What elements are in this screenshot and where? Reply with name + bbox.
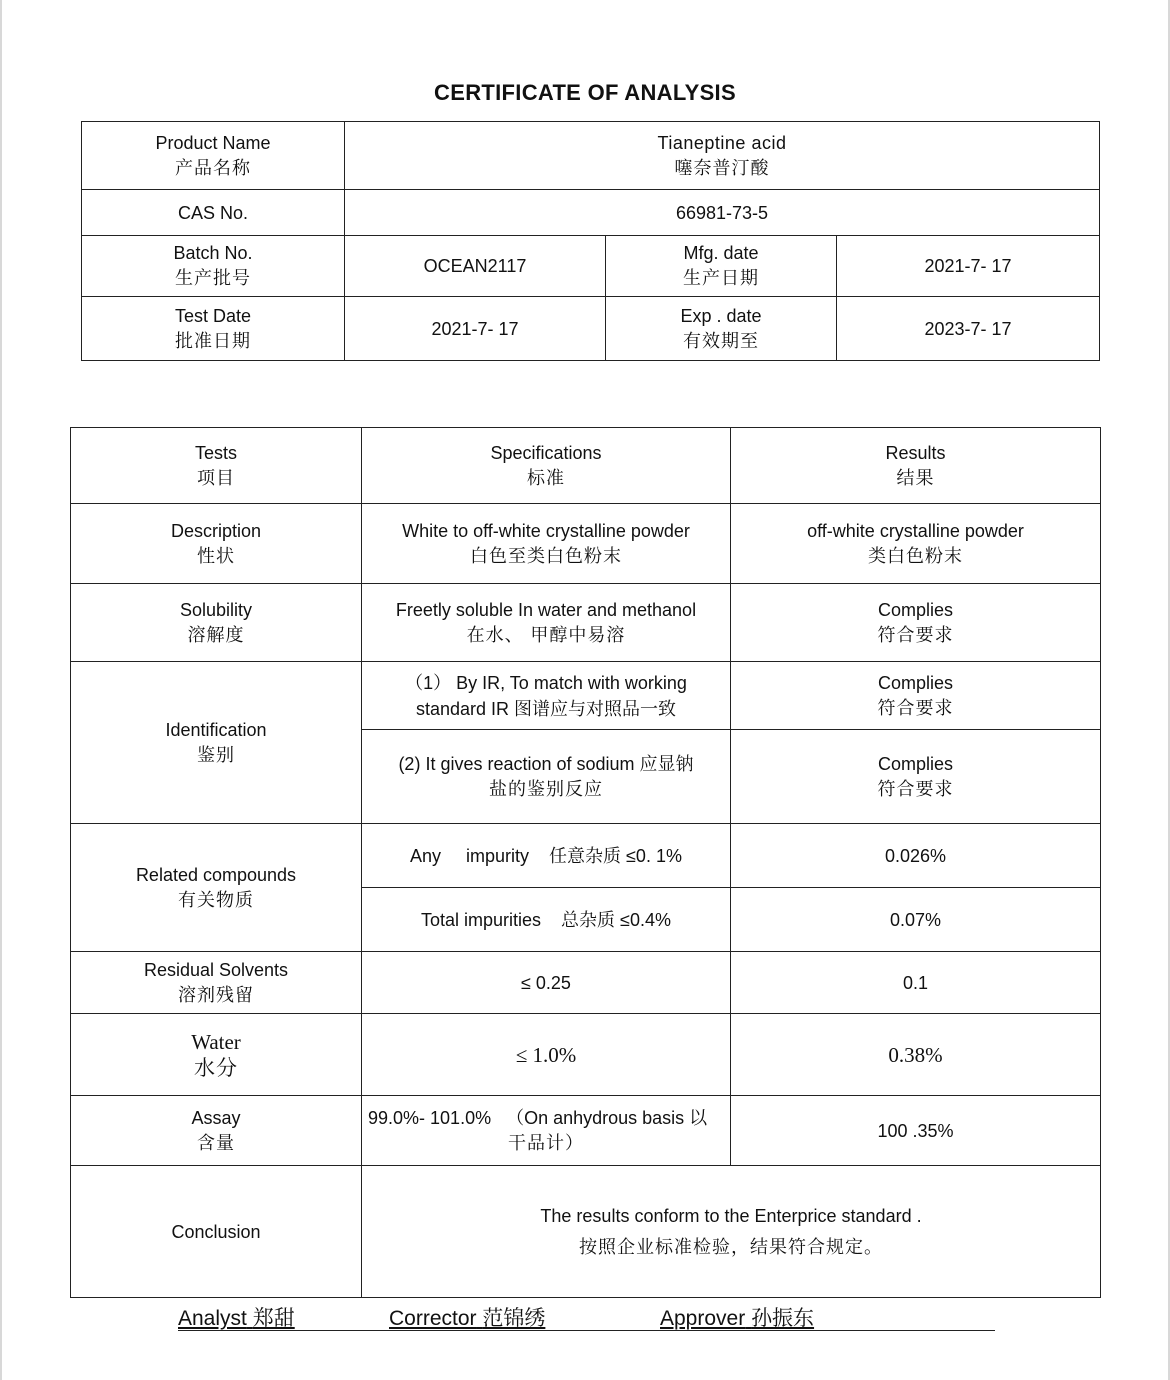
identification-result-sodium: Complies 符合要求 xyxy=(731,730,1101,824)
assay-row xyxy=(71,1096,1101,1166)
test-date-label: Test Date 批准日期 xyxy=(82,297,345,361)
page-edge-left xyxy=(0,0,2,1380)
document-title: CERTIFICATE OF ANALYSIS xyxy=(434,80,736,105)
tests-header-row xyxy=(71,428,1101,504)
related-row-1 xyxy=(71,824,1101,888)
identification-spec-ir: （1） By IR, To match with working standard IR 图谱应与对照品一致 xyxy=(362,662,731,730)
conclusion-name: Conclusion xyxy=(71,1166,362,1298)
exp-date-value: 2023-7- 17 xyxy=(837,297,1100,361)
batch-row xyxy=(82,236,1100,297)
cas-value: 66981-73-5 xyxy=(345,190,1100,236)
water-row xyxy=(71,1014,1101,1096)
product-info-table xyxy=(81,121,1100,361)
mfg-date-value: 2021-7- 17 xyxy=(837,236,1100,297)
product-name-row xyxy=(82,122,1100,190)
analyst-signature: Analyst 郑甜 xyxy=(178,1306,295,1330)
solubility-name: Solubility 溶解度 xyxy=(71,584,362,662)
related-total-impurities-result: 0.07% xyxy=(731,888,1101,952)
residual-solvents-spec: ≤ 0.25 xyxy=(362,952,731,1014)
description-result: off-white crystalline powder 类白色粉末 xyxy=(731,504,1101,584)
header-results: Results 结果 xyxy=(731,428,1101,504)
identification-result-ir: Complies 符合要求 xyxy=(731,662,1101,730)
water-spec: ≤ 1.0% xyxy=(362,1014,731,1096)
solubility-spec: Freetly soluble In water and methanol 在水、 甲醇中易溶 xyxy=(362,584,731,662)
residual-solvents-result: 0.1 xyxy=(731,952,1101,1014)
identification-spec-sodium: (2) It gives reaction of sodium 应显钠 盐的鉴别反应 xyxy=(362,730,731,824)
related-compounds-name: Related compounds 有关物质 xyxy=(71,824,362,952)
product-name-value: Tianeptine acid 噻奈普汀酸 xyxy=(345,122,1100,190)
conclusion-row xyxy=(71,1166,1101,1298)
header-tests: Tests 项目 xyxy=(71,428,362,504)
header-specifications: Specifications 标准 xyxy=(362,428,731,504)
related-any-impurity-spec: Any impurity 任意杂质 ≤0. 1% xyxy=(362,824,731,888)
identification-row-1 xyxy=(71,662,1101,730)
residual-solvents-name: Residual Solvents 溶剂残留 xyxy=(71,952,362,1014)
description-spec: White to off-white crystalline powder 白色至类白色粉末 xyxy=(362,504,731,584)
corrector-signature: Corrector 范锦绣 xyxy=(389,1306,546,1330)
solubility-row xyxy=(71,584,1101,662)
conclusion-text: The results conform to the Enterprice standard . 按照企业标准检验，结果符合规定。 xyxy=(362,1166,1101,1298)
related-total-impurities-spec: Total impurities 总杂质 ≤0.4% xyxy=(362,888,731,952)
tests-table xyxy=(70,427,1101,1298)
mfg-date-label: Mfg. date 生产日期 xyxy=(606,236,837,297)
approver-signature: Approver 孙振东 xyxy=(660,1306,815,1330)
test-date-row xyxy=(82,297,1100,361)
signature-line xyxy=(178,1302,995,1331)
description-row xyxy=(71,504,1101,584)
residual-solvents-row xyxy=(71,952,1101,1014)
exp-date-label: Exp . date 有效期至 xyxy=(606,297,837,361)
description-name: Description 性状 xyxy=(71,504,362,584)
water-result: 0.38% xyxy=(731,1014,1101,1096)
cas-row xyxy=(82,190,1100,236)
cas-label: CAS No. xyxy=(82,190,345,236)
product-name-label: Product Name 产品名称 xyxy=(82,122,345,190)
water-name: Water 水分 xyxy=(71,1014,362,1096)
batch-value: OCEAN2117 xyxy=(345,236,606,297)
assay-spec: 99.0%- 101.0% （On anhydrous basis 以 干品计） xyxy=(362,1096,731,1166)
solubility-result: Complies 符合要求 xyxy=(731,584,1101,662)
identification-name: Identification 鉴别 xyxy=(71,662,362,824)
assay-name: Assay 含量 xyxy=(71,1096,362,1166)
related-any-impurity-result: 0.026% xyxy=(731,824,1101,888)
assay-result: 100 .35% xyxy=(731,1096,1101,1166)
batch-label: Batch No. 生产批号 xyxy=(82,236,345,297)
test-date-value: 2021-7- 17 xyxy=(345,297,606,361)
